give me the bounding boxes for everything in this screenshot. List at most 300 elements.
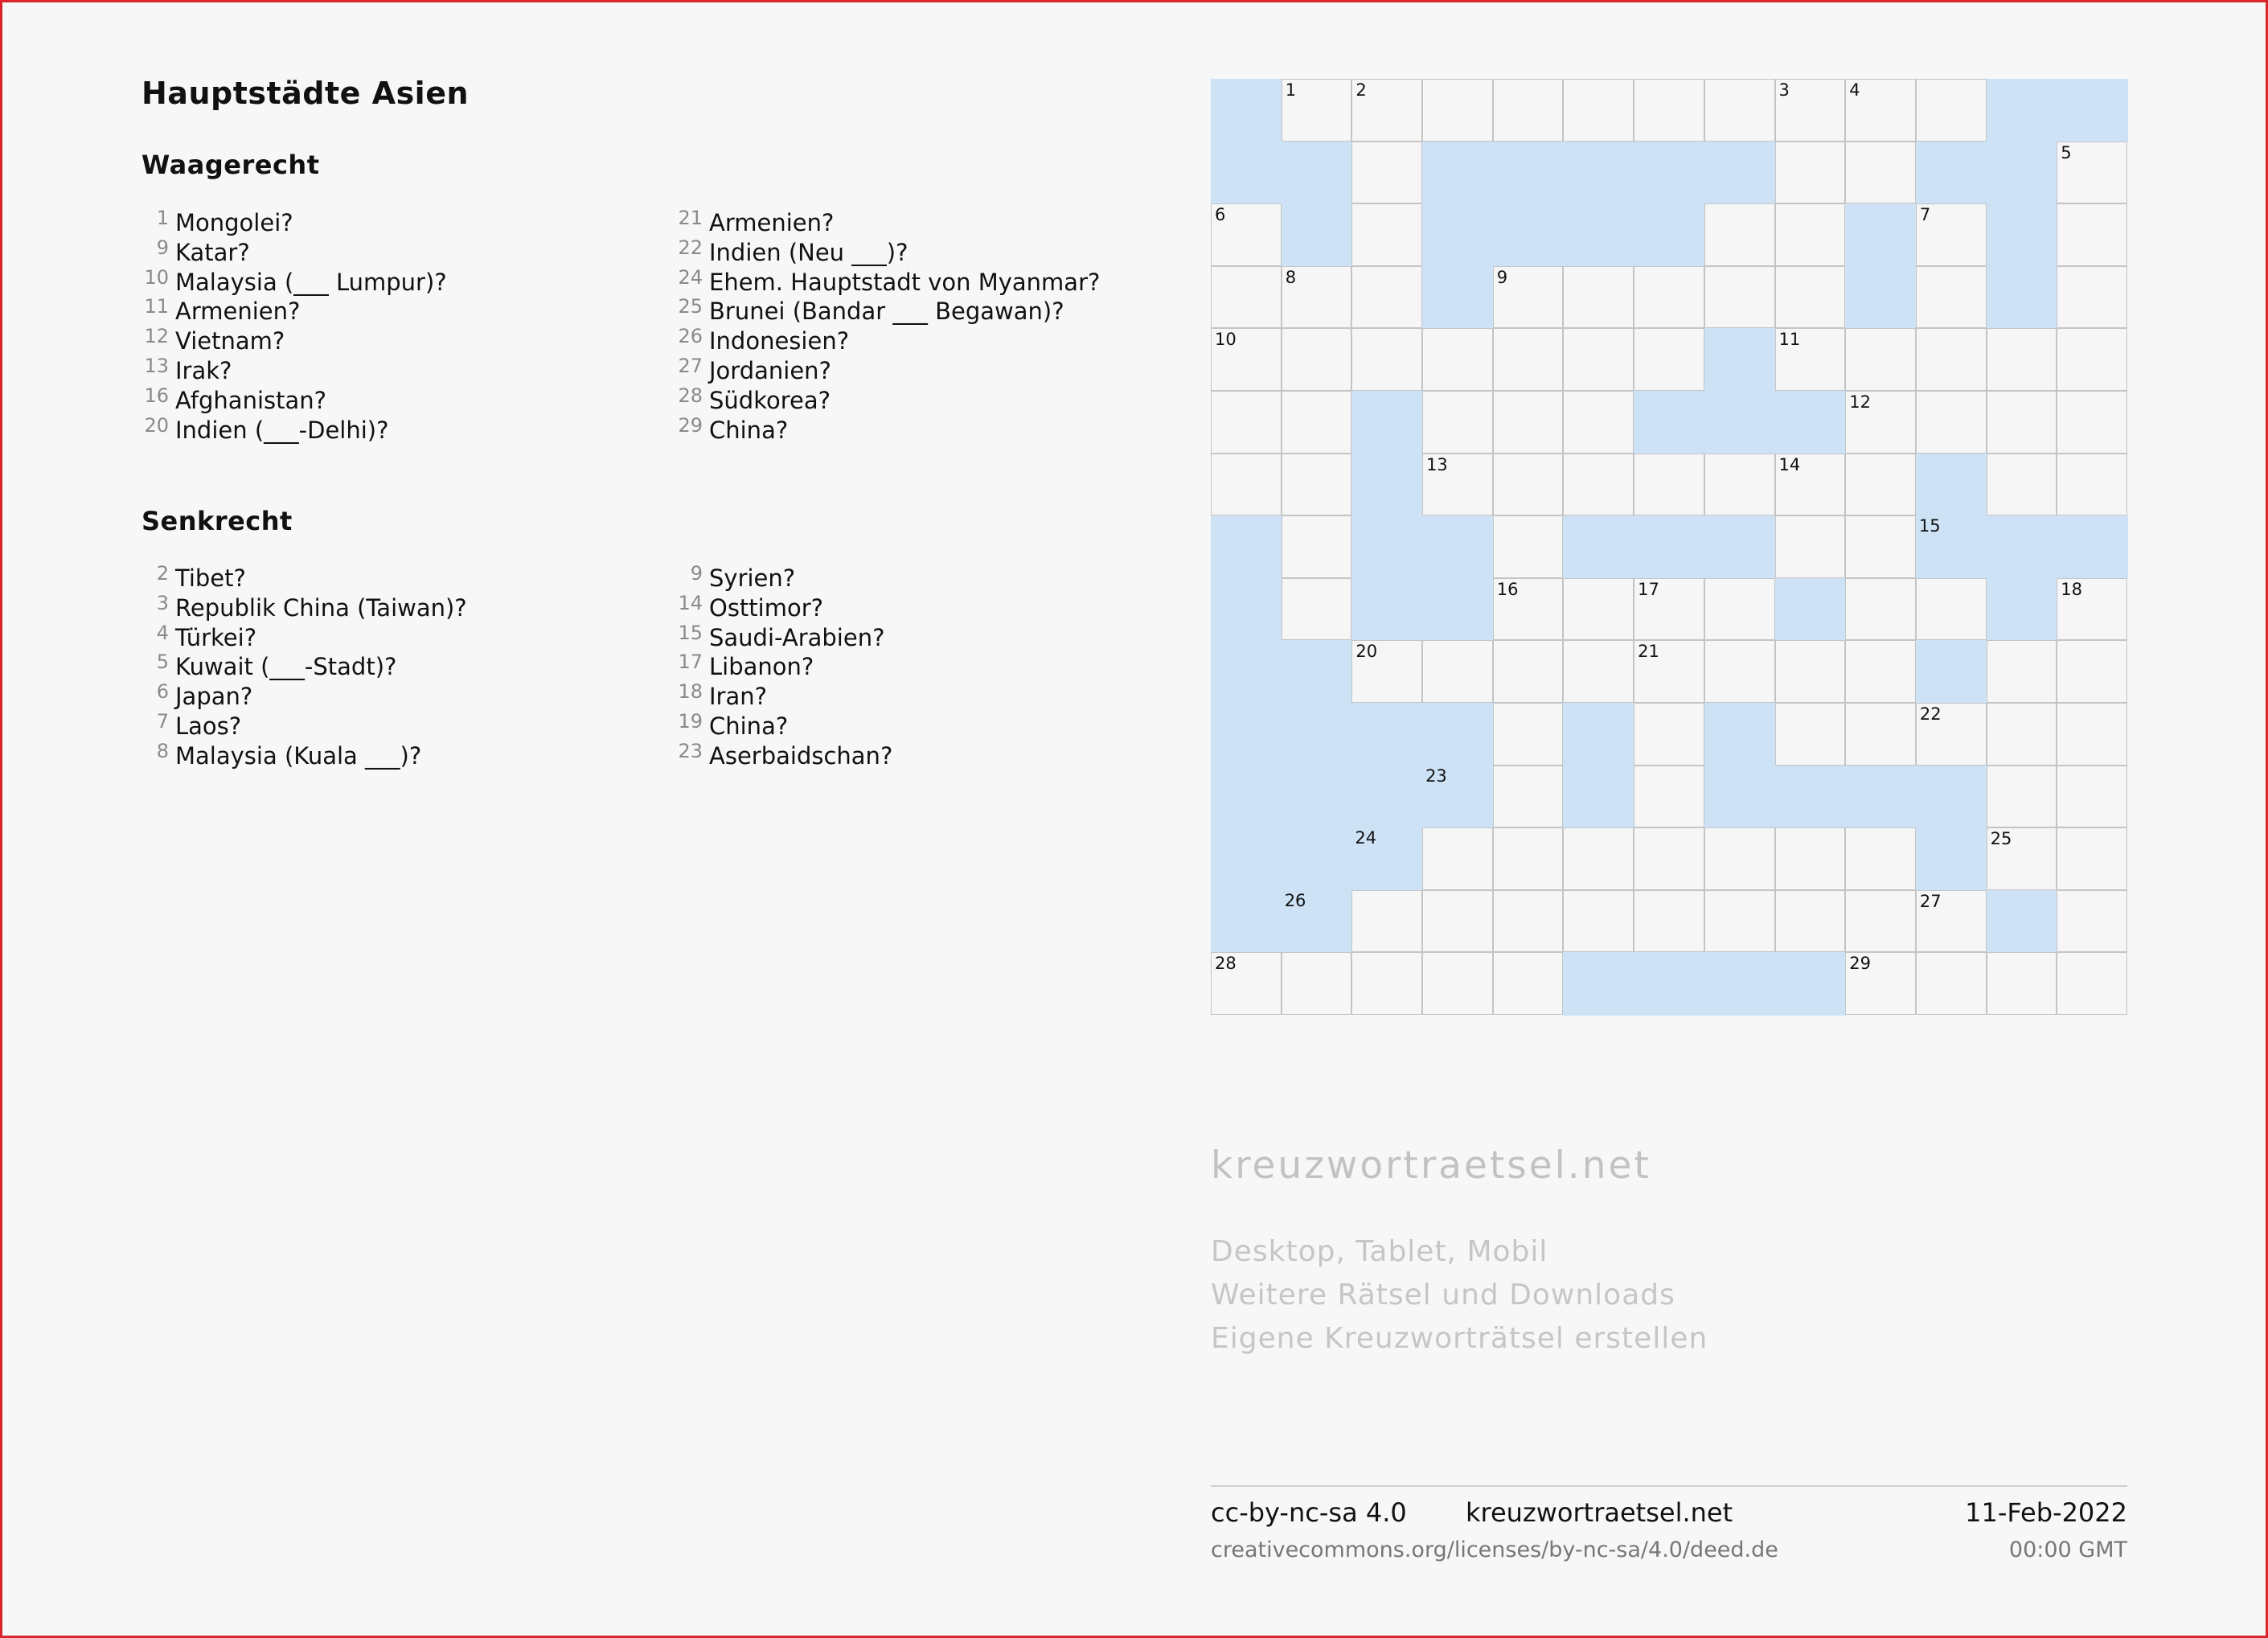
grid-block — [1422, 203, 1493, 266]
grid-cell[interactable] — [1704, 454, 1775, 516]
grid-cell[interactable] — [1563, 391, 1634, 454]
grid-cell[interactable] — [2057, 703, 2127, 766]
clue-item — [156, 680, 467, 712]
grid-block — [1775, 578, 1846, 641]
clue-number: 9 — [690, 562, 703, 585]
grid-block — [1351, 703, 1422, 766]
footer-site-name: kreuzwortraetsel.net — [1466, 1497, 1733, 1528]
grid-cell[interactable] — [2057, 203, 2127, 266]
grid-cell[interactable] — [1704, 578, 1775, 641]
cell-number: 6 — [1215, 205, 1226, 225]
clue-text: Irak? — [175, 356, 232, 384]
clue-text: Osttimor? — [709, 593, 824, 622]
cell-number: 4 — [1849, 80, 1860, 100]
grid-block — [1987, 266, 2057, 329]
cell-number: 1 — [1285, 80, 1297, 100]
promo-link-devices[interactable]: Desktop, Tablet, Mobil — [1211, 1235, 1548, 1268]
grid-cell[interactable] — [1987, 391, 2057, 454]
clue-text: Ehem. Hauptstadt von Myanmar? — [709, 268, 1101, 296]
across-clues-right — [678, 207, 1101, 445]
clue-text: Jordanien? — [709, 356, 831, 384]
clue-item — [678, 651, 892, 682]
clue-text: Indien (Neu ___)? — [709, 238, 908, 266]
clue-number: 13 — [144, 354, 169, 377]
grid-cell[interactable] — [1775, 890, 1846, 953]
cell-number: 24 — [1355, 828, 1377, 848]
grid-cell[interactable] — [2057, 142, 2127, 204]
cell-number: 20 — [1355, 642, 1378, 662]
grid-block — [1351, 766, 1422, 828]
grid-cell[interactable] — [1422, 890, 1493, 953]
cell-number: 8 — [1285, 267, 1297, 287]
clue-text: Türkei? — [175, 623, 257, 651]
grid-cell[interactable] — [1493, 79, 1564, 142]
grid-cell[interactable] — [1704, 890, 1775, 953]
grid-cell[interactable] — [1845, 952, 1916, 1015]
clue-text: Indonesien? — [709, 327, 850, 355]
grid-cell[interactable] — [1351, 890, 1422, 953]
grid-cell[interactable] — [1845, 515, 1916, 578]
grid-cell[interactable] — [2057, 640, 2127, 703]
clue-number: 28 — [678, 384, 703, 407]
clue-item — [678, 207, 1100, 238]
grid-block — [1422, 703, 1493, 766]
cell-number: 28 — [1215, 954, 1237, 974]
grid-cell[interactable] — [1563, 266, 1634, 329]
grid-block — [2057, 515, 2127, 578]
clue-item — [156, 739, 467, 771]
grid-cell[interactable] — [1775, 454, 1846, 516]
grid-cell[interactable] — [1422, 952, 1493, 1015]
clue-item — [678, 591, 892, 623]
grid-cell[interactable] — [2057, 328, 2127, 391]
grid-cell[interactable] — [1351, 640, 1422, 703]
grid-cell[interactable] — [1634, 890, 1704, 953]
clue-number: 6 — [156, 680, 169, 704]
grid-cell[interactable] — [1563, 79, 1634, 142]
grid-cell[interactable] — [1422, 454, 1493, 516]
grid-cell[interactable] — [1916, 391, 1987, 454]
grid-cell[interactable] — [1987, 328, 2057, 391]
grid-block — [1351, 454, 1422, 516]
grid-cell[interactable] — [1845, 578, 1916, 641]
clue-item — [156, 207, 447, 238]
clue-number: 25 — [678, 295, 703, 318]
grid-block — [1916, 142, 1987, 204]
grid-cell[interactable] — [2057, 454, 2127, 516]
cell-number: 16 — [1496, 579, 1519, 599]
grid-cell[interactable] — [1634, 703, 1704, 766]
grid-cell[interactable] — [2057, 952, 2127, 1015]
clue-text: Libanon? — [709, 653, 814, 681]
grid-cell[interactable] — [1987, 454, 2057, 516]
grid-cell[interactable] — [1845, 328, 1916, 391]
grid-block — [1916, 766, 1987, 828]
clue-item — [678, 413, 1100, 445]
clue-text: Aserbaidschan? — [709, 741, 893, 770]
grid-cell[interactable] — [1704, 203, 1775, 266]
cell-number: 21 — [1638, 642, 1659, 662]
cell-number: 3 — [1778, 80, 1790, 100]
grid-cell[interactable] — [1493, 890, 1564, 953]
grid-cell[interactable] — [1704, 827, 1775, 890]
grid-cell[interactable] — [1916, 203, 1987, 266]
clue-item — [156, 621, 467, 653]
cell-number: 27 — [1919, 891, 1942, 911]
grid-cell[interactable] — [1493, 454, 1564, 516]
grid-cell[interactable] — [1351, 266, 1422, 329]
grid-cell[interactable] — [1563, 578, 1634, 641]
clue-number: 23 — [678, 739, 703, 762]
grid-cell[interactable] — [1282, 578, 1352, 641]
clue-text: Saudi-Arabien? — [709, 623, 885, 651]
grid-block — [1211, 515, 1282, 578]
grid-cell[interactable] — [1563, 454, 1634, 516]
clue-item — [156, 591, 467, 623]
grid-cell[interactable] — [1916, 952, 1987, 1015]
grid-cell[interactable] — [1634, 640, 1704, 703]
cell-number: 15 — [1918, 516, 1941, 536]
grid-cell[interactable] — [1845, 890, 1916, 953]
grid-block — [1775, 766, 1846, 828]
clue-number: 26 — [678, 325, 703, 348]
clue-item — [678, 354, 1100, 386]
grid-block — [1845, 266, 1916, 329]
clue-item — [156, 236, 447, 268]
grid-cell[interactable] — [1987, 703, 2057, 766]
grid-block — [1211, 703, 1282, 766]
grid-cell[interactable] — [1282, 266, 1352, 329]
grid-cell[interactable] — [1493, 515, 1564, 578]
grid-cell[interactable] — [1282, 79, 1352, 142]
grid-block — [1211, 142, 1282, 204]
grid-cell[interactable] — [1845, 640, 1916, 703]
puzzle-title: Hauptstädte Asien — [141, 76, 470, 111]
clue-text: Katar? — [175, 238, 250, 266]
grid-block — [1563, 766, 1634, 828]
grid-block — [1211, 79, 1282, 142]
grid-block — [1775, 952, 1846, 1015]
cell-number: 2 — [1355, 80, 1367, 100]
grid-cell[interactable] — [1775, 328, 1846, 391]
license-label: cc-by-nc-sa 4.0 — [1211, 1497, 1407, 1528]
grid-cell[interactable] — [1351, 952, 1422, 1015]
clue-text: Kuwait (___-Stadt)? — [175, 653, 397, 681]
clue-number: 5 — [156, 651, 169, 674]
grid-cell[interactable] — [1211, 203, 1282, 266]
grid-cell[interactable] — [1282, 454, 1352, 516]
grid-cell[interactable] — [1351, 203, 1422, 266]
clue-item — [144, 384, 447, 416]
grid-cell[interactable] — [1422, 79, 1493, 142]
grid-cell[interactable] — [1987, 827, 2057, 890]
clue-number: 4 — [156, 621, 169, 644]
grid-cell[interactable] — [2057, 827, 2127, 890]
cell-number: 10 — [1215, 330, 1237, 350]
grid-block — [1282, 703, 1352, 766]
grid-block — [1704, 766, 1775, 828]
grid-cell[interactable] — [1845, 703, 1916, 766]
clue-item — [678, 739, 893, 771]
clue-item — [156, 562, 467, 593]
clue-number: 11 — [144, 295, 169, 318]
grid-block — [1845, 766, 1916, 828]
clue-text: Armenien? — [709, 209, 835, 236]
across-clues-left — [144, 207, 447, 445]
clue-number: 15 — [678, 621, 703, 644]
footer-divider — [1211, 1485, 2127, 1487]
grid-cell[interactable] — [1211, 266, 1282, 329]
grid-cell[interactable] — [1351, 79, 1422, 142]
clue-number: 22 — [678, 236, 703, 259]
grid-cell[interactable] — [2057, 890, 2127, 953]
grid-block — [1282, 827, 1352, 890]
grid-block — [1987, 203, 2057, 266]
clue-item — [144, 413, 447, 445]
down-heading: Senkrecht — [141, 506, 293, 536]
grid-block — [1211, 890, 1282, 953]
grid-block — [1704, 515, 1775, 578]
grid-block — [1422, 766, 1493, 828]
clue-item — [144, 325, 447, 356]
grid-cell[interactable] — [1282, 515, 1352, 578]
grid-cell[interactable] — [1845, 454, 1916, 516]
grid-cell[interactable] — [1775, 203, 1846, 266]
license-url[interactable]: creativecommons.org/licenses/by-nc-sa/4.0/deed.de — [1211, 1537, 1778, 1562]
grid-block — [1987, 515, 2057, 578]
grid-cell[interactable] — [1493, 328, 1564, 391]
grid-cell[interactable] — [1704, 640, 1775, 703]
clue-number: 3 — [156, 591, 169, 614]
clue-number: 9 — [156, 236, 169, 259]
grid-cell[interactable] — [1422, 391, 1493, 454]
clue-text: Laos? — [175, 712, 242, 740]
clue-item — [156, 709, 467, 741]
grid-cell[interactable] — [1211, 952, 1282, 1015]
grid-cell[interactable] — [1351, 328, 1422, 391]
clue-text: Afghanistan? — [175, 386, 327, 414]
grid-cell[interactable] — [1916, 79, 1987, 142]
grid-cell[interactable] — [1211, 454, 1282, 516]
grid-cell[interactable] — [1493, 703, 1564, 766]
cell-number: 5 — [2061, 142, 2072, 162]
clue-text: China? — [709, 712, 789, 740]
promo-link-downloads[interactable]: Weitere Rätsel und Downloads — [1211, 1279, 1675, 1312]
clue-item — [678, 384, 1100, 416]
grid-cell[interactable] — [2057, 266, 2127, 329]
grid-cell[interactable] — [1211, 328, 1282, 391]
grid-cell[interactable] — [1493, 640, 1564, 703]
grid-cell[interactable] — [1282, 328, 1352, 391]
clue-text: Malaysia (Kuala ___)? — [175, 741, 422, 770]
grid-block — [1422, 578, 1493, 641]
grid-block — [1987, 79, 2057, 142]
grid-block — [1493, 142, 1564, 204]
clue-number: 27 — [678, 354, 703, 377]
clue-item — [678, 621, 892, 653]
grid-block — [1775, 391, 1846, 454]
grid-cell[interactable] — [1775, 79, 1846, 142]
grid-cell[interactable] — [1634, 266, 1704, 329]
grid-block — [1704, 391, 1775, 454]
grid-block — [1634, 952, 1704, 1015]
clue-number: 29 — [678, 413, 703, 437]
grid-cell[interactable] — [1634, 454, 1704, 516]
clue-number: 1 — [156, 207, 169, 229]
clue-number: 21 — [678, 207, 703, 229]
grid-block — [1351, 827, 1422, 890]
grid-block — [1845, 203, 1916, 266]
clue-text: Iran? — [709, 683, 768, 711]
grid-cell[interactable] — [1704, 266, 1775, 329]
grid-cell[interactable] — [1422, 328, 1493, 391]
grid-cell[interactable] — [1634, 79, 1704, 142]
grid-block — [1987, 578, 2057, 641]
clue-number: 19 — [678, 709, 703, 733]
clue-item — [156, 651, 467, 682]
grid-block — [1351, 515, 1422, 578]
cell-number: 7 — [1919, 205, 1931, 225]
grid-block — [1351, 578, 1422, 641]
grid-cell[interactable] — [1916, 578, 1987, 641]
cell-number: 26 — [1284, 890, 1306, 910]
grid-cell[interactable] — [1775, 827, 1846, 890]
promo-links — [1211, 1230, 1708, 1361]
grid-cell[interactable] — [1845, 79, 1916, 142]
grid-cell[interactable] — [1634, 578, 1704, 641]
grid-cell[interactable] — [1211, 391, 1282, 454]
down-clues-left — [156, 562, 467, 771]
cell-number: 23 — [1425, 766, 1447, 786]
site-title[interactable]: kreuzwortraetsel.net — [1211, 1143, 1651, 1188]
clue-number: 24 — [678, 265, 703, 289]
grid-block — [1563, 142, 1634, 204]
clue-number: 7 — [156, 709, 169, 733]
grid-block — [1634, 142, 1704, 204]
clue-item — [678, 680, 892, 712]
grid-cell[interactable] — [1916, 328, 1987, 391]
grid-cell[interactable] — [2057, 766, 2127, 828]
cell-number: 9 — [1496, 267, 1508, 287]
clue-text: Vietnam? — [175, 327, 285, 355]
grid-cell[interactable] — [1845, 827, 1916, 890]
clue-text: Japan? — [175, 683, 253, 711]
grid-cell[interactable] — [1845, 391, 1916, 454]
grid-block — [1704, 328, 1775, 391]
grid-block — [1493, 203, 1564, 266]
clue-item — [678, 295, 1100, 326]
clue-text: Südkorea? — [709, 386, 831, 414]
grid-block — [2057, 79, 2127, 142]
grid-cell[interactable] — [1493, 952, 1564, 1015]
grid-cell[interactable] — [1351, 142, 1422, 204]
across-heading: Waagerecht — [141, 150, 320, 180]
grid-block — [1987, 142, 2057, 204]
grid-block — [1422, 142, 1493, 204]
clue-item — [678, 325, 1100, 356]
grid-cell[interactable] — [1916, 890, 1987, 953]
grid-block — [1916, 454, 1987, 516]
grid-cell[interactable] — [1282, 391, 1352, 454]
grid-cell[interactable] — [1775, 142, 1846, 204]
grid-cell[interactable] — [1775, 703, 1846, 766]
grid-cell[interactable] — [1282, 952, 1352, 1015]
grid-cell[interactable] — [1775, 640, 1846, 703]
clue-item — [144, 354, 447, 386]
clue-number: 20 — [144, 413, 169, 437]
grid-cell[interactable] — [1493, 766, 1564, 828]
grid-cell[interactable] — [1987, 766, 2057, 828]
clue-text: Armenien? — [175, 298, 301, 326]
grid-cell[interactable] — [1775, 266, 1846, 329]
clue-item — [144, 265, 447, 298]
grid-cell[interactable] — [1493, 827, 1564, 890]
grid-cell[interactable] — [1493, 266, 1564, 329]
grid-cell[interactable] — [1634, 827, 1704, 890]
grid-cell[interactable] — [1704, 79, 1775, 142]
grid-cell[interactable] — [1493, 391, 1564, 454]
grid-cell[interactable] — [2057, 578, 2127, 641]
clue-text: Tibet? — [175, 564, 246, 592]
grid-cell[interactable] — [1422, 640, 1493, 703]
cell-number: 22 — [1919, 704, 1942, 724]
grid-cell[interactable] — [1775, 515, 1846, 578]
clue-number: 17 — [678, 651, 703, 674]
down-clues-right — [678, 562, 893, 771]
clue-number: 14 — [678, 591, 703, 614]
grid-cell[interactable] — [1563, 827, 1634, 890]
grid-cell[interactable] — [1563, 328, 1634, 391]
grid-cell[interactable] — [1845, 142, 1916, 204]
grid-cell[interactable] — [1634, 766, 1704, 828]
clue-number: 16 — [144, 384, 169, 407]
grid-cell[interactable] — [1987, 952, 2057, 1015]
grid-cell[interactable] — [1987, 640, 2057, 703]
grid-block — [1282, 203, 1352, 266]
clue-item — [678, 236, 1100, 268]
cell-number: 17 — [1638, 579, 1659, 599]
grid-block — [1563, 203, 1634, 266]
footer-date: 11-Feb-2022 — [1965, 1497, 2127, 1528]
grid-block — [1211, 766, 1282, 828]
clue-item — [678, 265, 1101, 298]
clue-text: Syrien? — [709, 564, 796, 592]
grid-block — [1422, 266, 1493, 329]
cell-number: 29 — [1849, 954, 1871, 974]
grid-block — [1634, 391, 1704, 454]
grid-cell[interactable] — [1422, 827, 1493, 890]
grid-block — [1211, 640, 1282, 703]
grid-cell[interactable] — [1916, 266, 1987, 329]
grid-cell[interactable] — [2057, 391, 2127, 454]
grid-block — [1916, 827, 1987, 890]
grid-block — [1422, 515, 1493, 578]
grid-cell[interactable] — [1916, 703, 1987, 766]
grid-cell[interactable] — [1634, 328, 1704, 391]
grid-block — [1282, 142, 1352, 204]
clue-item — [144, 295, 447, 326]
clue-number: 18 — [678, 680, 703, 704]
grid-cell[interactable] — [1563, 890, 1634, 953]
footer-time: 00:00 GMT — [2008, 1537, 2127, 1562]
cell-number: 25 — [1990, 829, 2012, 849]
grid-cell[interactable] — [1563, 640, 1634, 703]
grid-block — [1563, 952, 1634, 1015]
cell-number: 11 — [1778, 330, 1801, 350]
promo-link-create[interactable]: Eigene Kreuzworträtsel erstellen — [1211, 1322, 1708, 1355]
grid-cell[interactable] — [1493, 578, 1564, 641]
grid-block — [1282, 890, 1352, 953]
